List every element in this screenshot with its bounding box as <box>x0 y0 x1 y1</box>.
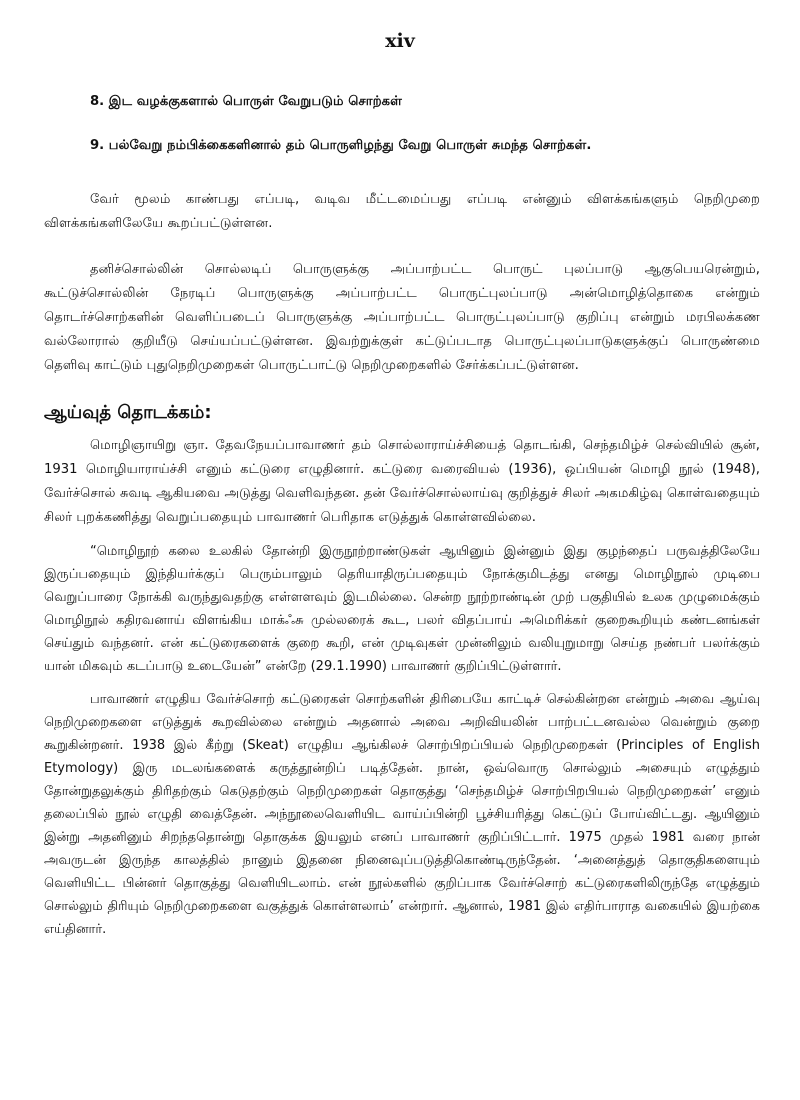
list-item-8: 8. இட வழக்குகளால் பொருள் வேறுபடும் சொற்கள் <box>90 94 403 109</box>
list-item-9: 9. பல்வேறு நம்பிக்கைகளினால் தம் பொருளிழந்து வேறு பொருள் சுமந்த சொற்கள். <box>90 138 592 153</box>
section-heading: ஆய்வுத் தொடக்கம்: <box>44 402 212 423</box>
page-number: xiv <box>385 30 415 52</box>
page-body <box>44 90 760 957</box>
paragraph-etymology-principles: பாவாணர் எழுதிய வேர்ச்சொற் கட்டுரைகள் சொற்களின் திரிபையே காட்டிச் செல்கின்றன என்றும் அவை ஆய்வு நெறிமுறைகளை எடுத்துக் கூறவில்லை என்றும் அதனால் அவை அறிவியலின் பாற்பட்டனவல்ல வென்றும் குறை கூறுகின்றனர். 1938 இல் கீற்று (Skeat) எழுதிய ஆங்கிலச் சொற்பிறப்பியல் நெறிமுறைகள் (Principles of English Etymology) இரு மடலங்களைக் கருத்தூன்றிப் படித்தேன். நான், ஒவ்வொரு சொல்லும் அசையும் எழுத்தும் தோன்றுதலுக்கும் திரிதற்கும் கெடுதற்கும் நெறிமுறைகள் தொகுத்து ‘செந்தமிழ்ச் சொற்பிறபியல் நெறிமுறைகள்’ எனும் தலைப்பில் நூல் எழுதி வைத்தேன். அந்நூலைவெளியிட வாய்ப்பின்றி பூச்சியரித்து கெட்டுப் போய்விட்டது. ஆயினும் இன்று அதனினும் சிறந்ததொன்று தொகுக்க இயலும் எனப் பாவாணர் குறிப்பிட்டார். 1975 முதல் 1981 வரை நான் அவருடன் இருந்த காலத்தில் நானும் இதனை நினைவுப்படுத்திகொண்டிருந்தேன். ‘அனைத்துத் தொகுதிகளையும் வெளியிட்ட பின்னர் தொகுத்து வெளியிடலாம். என் நூல்களில் குறிப்பாக வேர்ச்சொற் கட்டுரைகளிலிருந்தே எழுத்தும் சொல்லும் திரியும் நெறிமுறைகளை வகுத்துக் கொள்ளலாம்’ என்றார். ஆனால், 1981 இல் எதிர்பாராத வகையில் இயற்கை எய்தினார். <box>44 692 761 937</box>
paragraph-root-origin: வேர் மூலம் காண்பது எப்படி, வடிவ மீட்டமைப்பது எப்படி என்னும் விளக்கங்களும் நெறிமுறை விளக்கங்களிலேயே கூறப்பட்டுள்ளன. <box>44 192 760 231</box>
paragraph-research-start: மொழிஞாயிறு ஞா. தேவநேயப்பாவாணர் தம் சொல்லாராய்ச்சியைத் தொடங்கி, செந்தமிழ்ச் செல்வியில் சூன், 1931 மொழியாராய்ச்சி எனும் கட்டுரை எழுதினார். கட்டுரை வரைவியல் (1936), ஒப்பியன் மொழி நூல் (1948), வேர்ச்சொல் சுவடி ஆகியவை அடுத்து வெளிவந்தன. தன் வேர்ச்சொல்லாய்வு குறித்துச் சிலர் அகமகிழ்வு கொள்வதையும் சிலர் புறக்கணித்து வெறுப்பதையும் பாவாணர் பெரிதாக எடுத்துக் கொள்ளவில்லை. <box>44 438 760 525</box>
quoted-passage: “மொழிநூற் கலை உலகில் தோன்றி இருநூற்றாண்டுகள் ஆயினும் இன்னும் இது குழந்தைப் பருவத்திலேயே இருப்பதையும் இந்தியர்க்குப் பெரும்பாலும் தெரியாதிருப்பதையும் நோக்குமிடத்து எனது மொழிநூல் முடிபை வெறுப்பாரை நோக்கி வருந்துவதற்கு எள்ளளவும் இடமில்லை. சென்ற நூற்றாண்டின் முற் பகுதியில் உலக முழுமைக்கும் மொழிநூல் கதிரவனாய் விளங்கிய மாக்ஃசு முல்லரைக் கூட, பலர் விதப்பாய் அமெரிக்கர் குறைகூறியும் கண்டனங்கள் செய்தும் வந்தனர். என் கட்டுரைகளைக் குறை கூறி, என் முடிவுகள் முன்னிலும் வலியுறுமாறு செய்த நண்பர் பலர்க்கும் யான் மிகவும் கடப்பாடு உடையேன்” என்றே (29.1.1990) பாவாணர் குறிப்பிட்டுள்ளார். <box>44 544 760 674</box>
paragraph-semantic-shift: தனிச்சொல்லின் சொல்லடிப் பொருளுக்கு அப்பாற்பட்ட பொருட் புலப்பாடு ஆகுபெயரென்றும், கூட்டுச்சொல்லின் நேரடிப் பொருளுக்கு அப்பாற்பட்ட பொருட்புலப்பாடு அன்மொழித்தொகை என்றும் தொடர்ச்சொற்களின் வெளிப்படைப் பொருளுக்கு அப்பாற்பட்ட பொருட்புலப்பாடு குறிப்பு என்றும் மரபிலக்கண வல்லோரால் குறியீடு செய்யப்பட்டுள்ளன. இவற்றுக்குள் கட்டுப்படாத பொருட்புலப்பாடுகளுக்குப் பொருண்மை தெளிவு காட்டும் புதுநெறிமுறைகள் பொருட்பாட்டு நெறிமுறைகளில் சேர்க்கப்பட்டுள்ளன. <box>44 262 760 373</box>
